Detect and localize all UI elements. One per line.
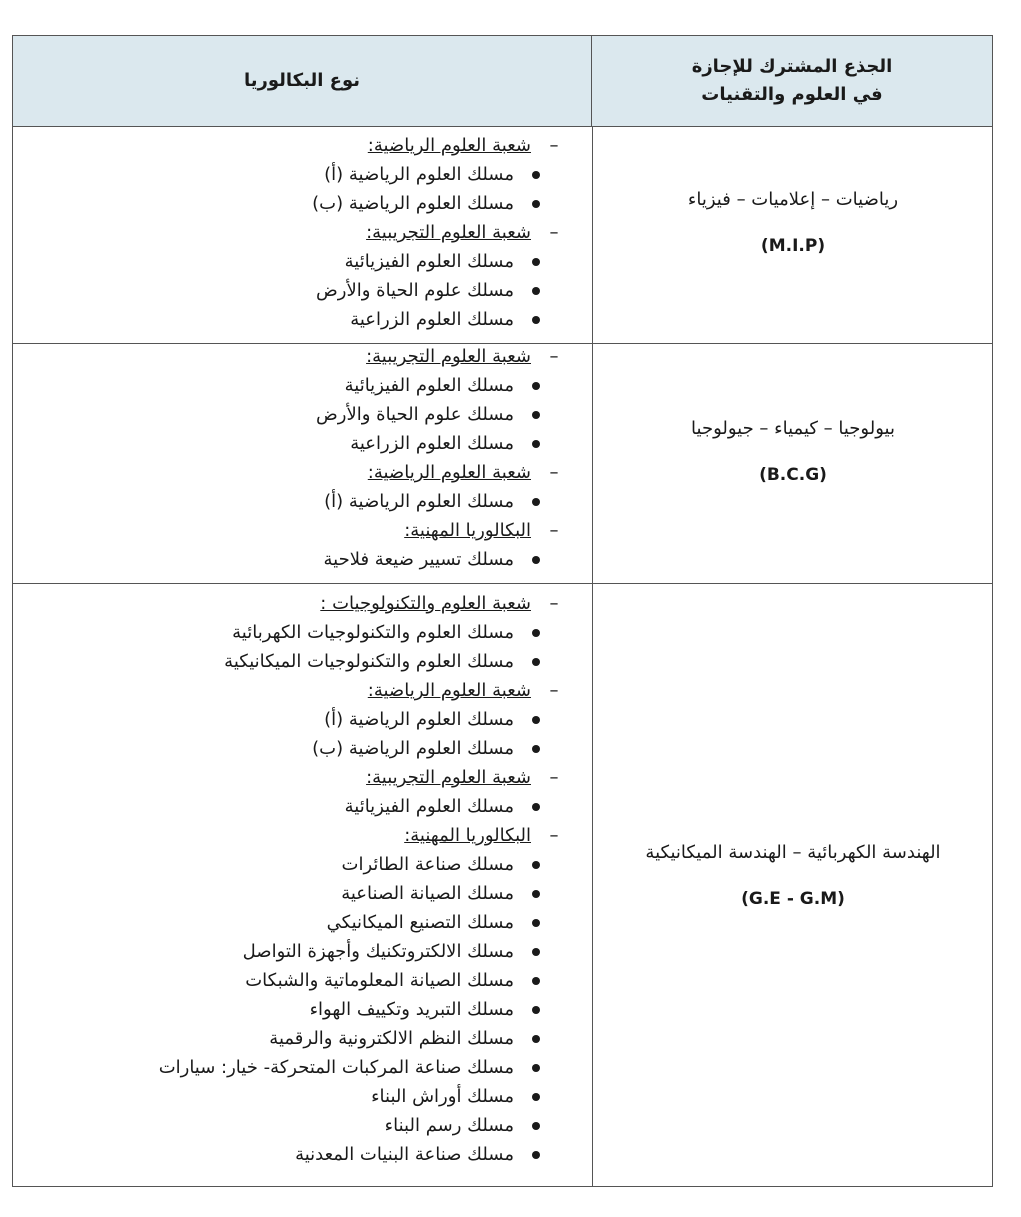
track-label: مسلك العلوم الرياضية (ب) [312,193,514,214]
bullet-icon [532,890,540,898]
track-label: مسلك العلوم الرياضية (أ) [324,491,514,512]
bullet-icon [532,861,540,869]
bullet-icon [532,716,540,724]
stream-label: شعبة العلوم الرياضية: [367,680,531,701]
track-label: مسلك أوراش البناء [371,1086,514,1107]
track-line [13,371,574,400]
header-common-core [592,36,992,127]
track-line [13,305,574,334]
bullet-icon [532,556,540,564]
bullet-icon [532,382,540,390]
row-divider [13,583,992,584]
bullet-icon [532,200,540,208]
track-label: مسلك علوم الحياة والأرض [316,404,514,425]
dash-icon: – [549,825,559,846]
track-label: مسلك العلوم الزراعية [350,433,514,454]
stream-label: شعبة العلوم والتكنولوجيات : [320,593,531,614]
track-label: مسلك صناعة البنيات المعدنية [295,1144,514,1165]
track-label: مسلك النظم الالكترونية والرقمية [269,1028,514,1049]
track-label: مسلك الصيانة الصناعية [341,883,514,904]
stream-line [13,763,574,792]
dash-icon: – [549,680,559,701]
track-line [13,487,574,516]
stream-label: شعبة العلوم التجريبية: [366,222,531,243]
track-line [13,429,574,458]
track-label: مسلك علوم الحياة والأرض [316,280,514,301]
bullet-icon [532,948,540,956]
bullet-icon [532,745,540,753]
track-label: مسلك العلوم الفيزيائية [344,796,514,817]
track-label: مسلك العلوم والتكنولوجيات الكهربائية [232,622,514,643]
program-code: (G.E - G.M) [741,889,845,909]
dash-icon: – [549,520,559,541]
bullet-icon [532,498,540,506]
dash-icon: – [549,462,559,483]
bullet-icon [532,919,540,927]
bullet-icon [532,1035,540,1043]
track-line [13,1082,574,1111]
program-code: (M.I.P) [760,236,826,256]
stream-label: شعبة العلوم التجريبية: [366,346,531,367]
track-line [13,705,574,734]
track-line [13,1024,574,1053]
track-line [13,937,574,966]
dash-icon: – [549,593,559,614]
track-line [13,879,574,908]
track-label: مسلك العلوم الفيزيائية [344,251,514,272]
stream-line [13,676,574,705]
track-line [13,247,574,276]
stream-line [13,516,574,545]
dash-icon: – [549,346,559,367]
bullet-icon [532,1006,540,1014]
program-name: رياضيات – إعلاميات – فيزياء [687,189,899,210]
track-line [13,276,574,305]
track-line [13,647,574,676]
track-line [13,1140,574,1169]
track-line [13,1053,574,1082]
bullet-icon [532,440,540,448]
bullet-icon [532,1093,540,1101]
stream-label: شعبة العلوم الرياضية: [367,135,531,156]
track-label: مسلك صناعة المركبات المتحركة- خيار: سيارات [158,1057,514,1078]
track-label: مسلك الصيانة المعلوماتية والشبكات [245,970,514,991]
bullet-icon [532,411,540,419]
program-cell-bcg [593,417,993,487]
stream-label: شعبة العلوم الرياضية: [367,462,531,483]
track-line [13,618,574,647]
stream-line [13,218,574,247]
stream-line [13,589,574,618]
program-name: الهندسة الكهربائية – الهندسة الميكانيكية [645,842,941,863]
track-line [13,189,574,218]
bac-list-mip [13,131,574,334]
track-label: مسلك التبريد وتكييف الهواء [309,999,514,1020]
program-name: بيولوجيا – كيمياء – جيولوجيا [691,418,895,439]
dash-icon: – [549,222,559,243]
bullet-icon [532,977,540,985]
track-label: مسلك العلوم والتكنولوجيات الميكانيكية [224,651,514,672]
track-label: مسلك العلوم الفيزيائية [344,375,514,396]
bullet-icon [532,287,540,295]
track-line [13,400,574,429]
dash-icon: – [549,135,559,156]
track-label: مسلك العلوم الرياضية (أ) [324,709,514,730]
header-common-core-line1: الجذع المشترك للإجازة [691,56,893,77]
track-label: مسلك رسم البناء [384,1115,514,1136]
track-line [13,966,574,995]
stream-label: شعبة العلوم التجريبية: [366,767,531,788]
header-common-core-line2: في العلوم والتقنيات [701,84,883,105]
bullet-icon [532,803,540,811]
bullet-icon [532,1064,540,1072]
track-label: مسلك العلوم الزراعية [350,309,514,330]
stream-label: البكالوريا المهنية: [404,520,531,541]
track-line [13,850,574,879]
track-label: مسلك التصنيع الميكانيكي [326,912,514,933]
track-line [13,1111,574,1140]
dash-icon: – [549,767,559,788]
bullet-icon [532,629,540,637]
stream-label: البكالوريا المهنية: [404,825,531,846]
bullet-icon [532,658,540,666]
bullet-icon [532,258,540,266]
track-label: مسلك تسيير ضيعة فلاحية [323,549,514,570]
program-code: (B.C.G) [759,465,827,485]
track-line [13,160,574,189]
bullet-icon [532,316,540,324]
track-line [13,995,574,1024]
bullet-icon [532,1122,540,1130]
stream-line [13,458,574,487]
header-bac-type-text: نوع البكالوريا [243,70,361,91]
orientation-table [12,35,993,1187]
column-divider [592,127,593,1186]
bac-list-bcg [13,342,574,574]
track-label: مسلك الالكتروتكنيك وأجهزة التواصل [242,941,514,962]
stream-line [13,821,574,850]
bullet-icon [532,1151,540,1159]
track-line [13,908,574,937]
track-line [13,792,574,821]
track-label: مسلك العلوم الرياضية (أ) [324,164,514,185]
track-label: مسلك العلوم الرياضية (ب) [312,738,514,759]
bac-list-gegm [13,589,574,1169]
program-cell-gegm [593,841,993,911]
header-bac-type [13,36,592,127]
stream-line [13,131,574,160]
stream-line [13,342,574,371]
bullet-icon [532,171,540,179]
program-cell-mip [593,188,993,258]
track-line [13,545,574,574]
track-line [13,734,574,763]
track-label: مسلك صناعة الطائرات [341,854,514,875]
